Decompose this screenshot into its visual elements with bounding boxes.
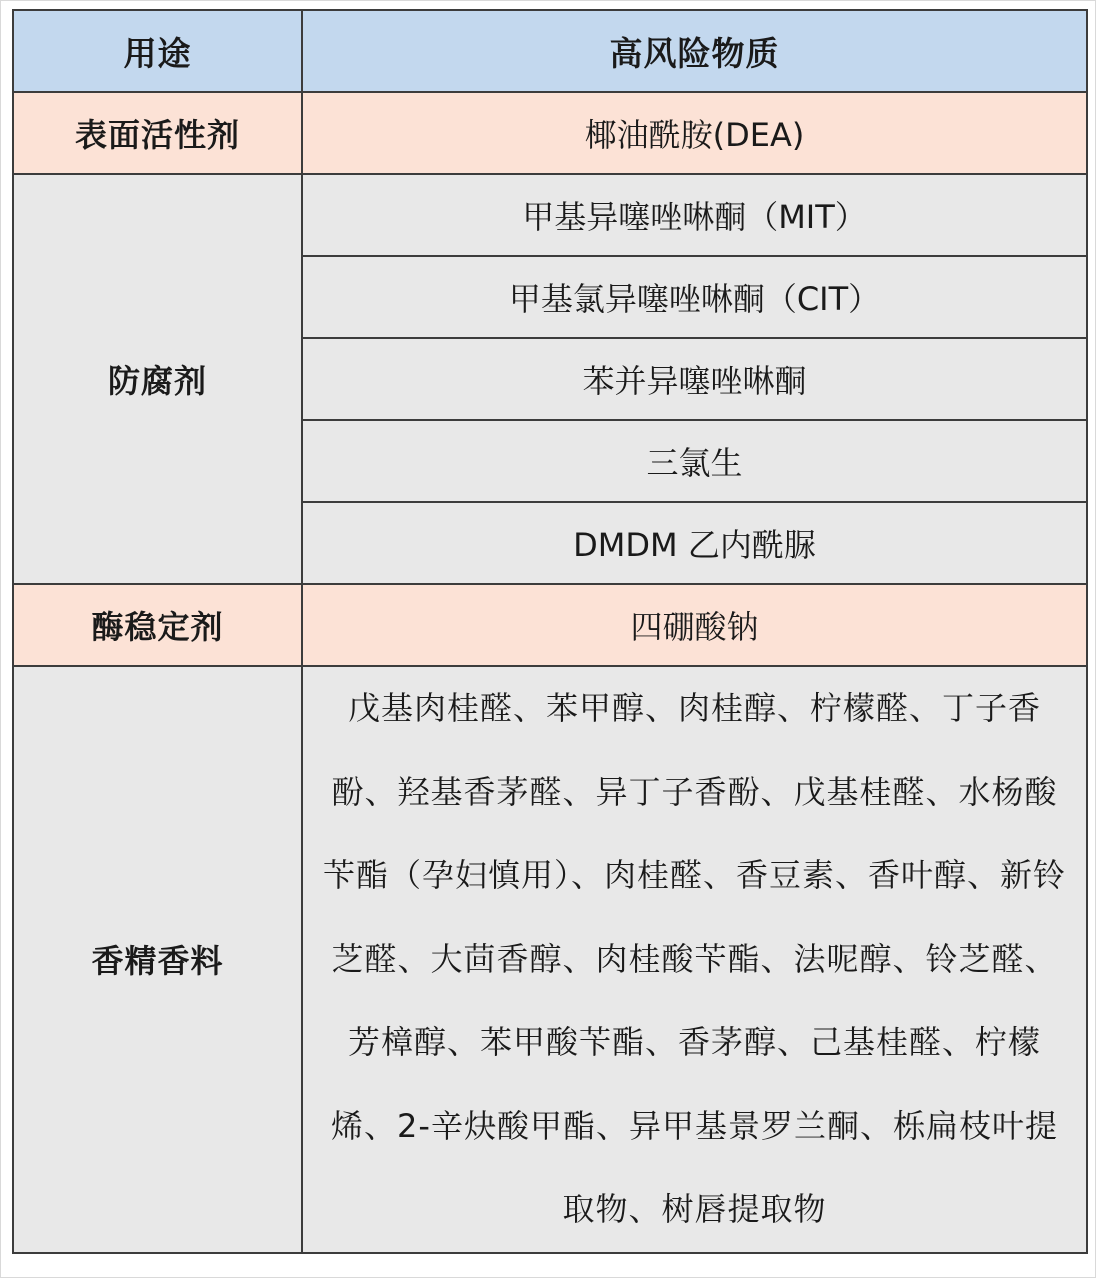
high-risk-substances-table xyxy=(12,9,1088,1254)
substance-cell: 四硼酸钠 xyxy=(302,584,1087,666)
use-cell-enzyme-stabilizer: 酶稳定剂 xyxy=(13,584,302,666)
table-row xyxy=(13,666,1087,1253)
use-cell-fragrance: 香精香料 xyxy=(13,666,302,1253)
substance-cell: 椰油酰胺(DEA) xyxy=(302,92,1087,174)
use-cell-preservative: 防腐剂 xyxy=(13,174,302,584)
table-header-row xyxy=(13,10,1087,92)
fragrance-substance-list: 戊基肉桂醛、苯甲醇、肉桂醇、柠檬醛、丁子香酚、羟基香茅醛、异丁子香酚、戊基桂醛、水杨酸苄酯（孕妇慎用）、肉桂醛、香豆素、香叶醇、新铃芝醛、大茴香醇、肉桂酸苄酯、法呢醇、铃芝醛、芳樟醇、苯甲酸苄酯、香茅醇、己基桂醛、柠檬烯、2-辛炔酸甲酯、异甲基景罗兰酮、栎扁枝叶提取物、树唇提取物 xyxy=(302,666,1087,1253)
substance-cell: 甲基氯异噻唑啉酮（CIT） xyxy=(302,256,1087,338)
substance-cell: 三氯生 xyxy=(302,420,1087,502)
table-row xyxy=(13,92,1087,174)
table-row xyxy=(13,174,1087,256)
header-use: 用途 xyxy=(13,10,302,92)
table-row xyxy=(13,584,1087,666)
substance-cell: 甲基异噻唑啉酮（MIT） xyxy=(302,174,1087,256)
substance-cell: 苯并异噻唑啉酮 xyxy=(302,338,1087,420)
header-substance: 高风险物质 xyxy=(302,10,1087,92)
use-cell-surfactant: 表面活性剂 xyxy=(13,92,302,174)
substance-cell: DMDM 乙内酰脲 xyxy=(302,502,1087,584)
